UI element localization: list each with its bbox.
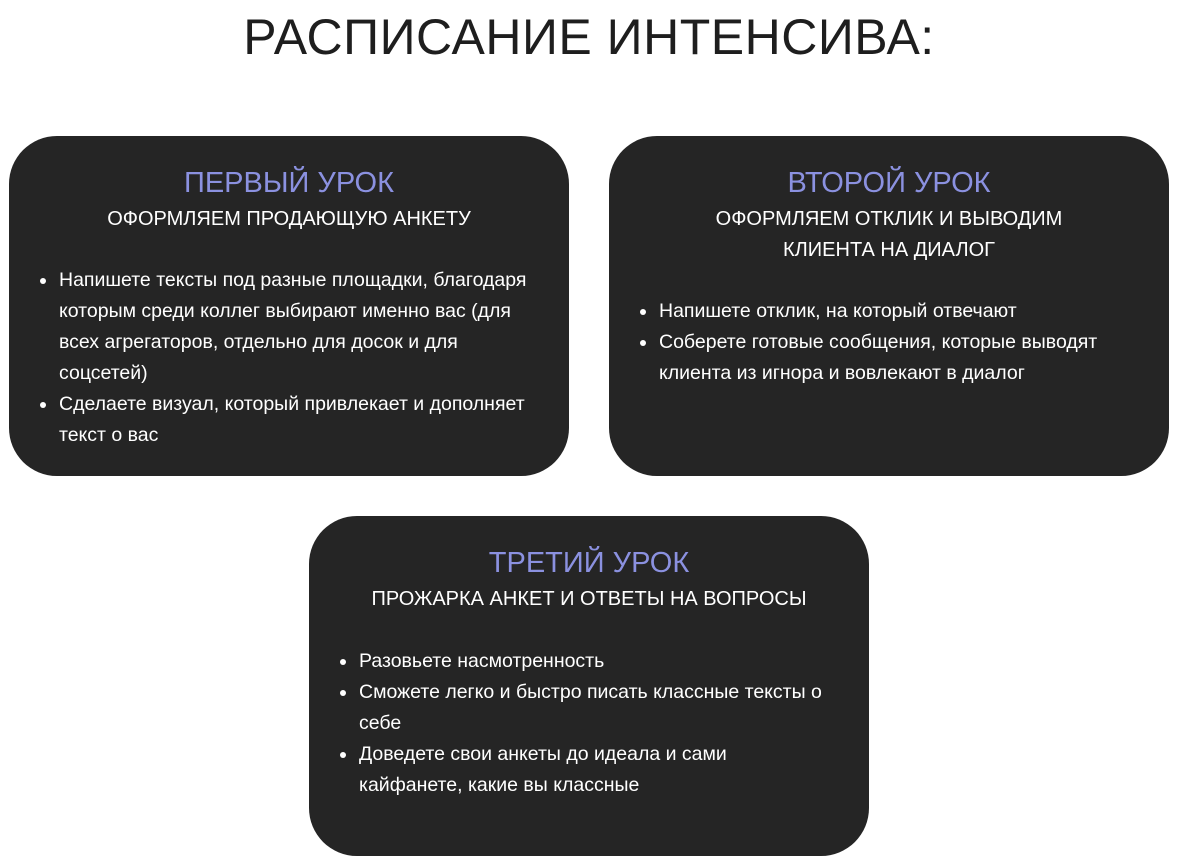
bullet-icon [340, 752, 346, 758]
list-item-text: Сделаете визуал, который привлекает и дополняет текст о вас [59, 393, 525, 446]
bullet-icon [640, 309, 646, 315]
list-item-text: Напишете тексты под разные площадки, благодаря которым среди коллег выбирают именно вас (для всех агрегаторов, отдельно для досок и для соцсетей) [59, 269, 527, 384]
lesson-subtitle: ПРОЖАРКА АНКЕТ И ОТВЕТЫ НА ВОПРОСЫ [371, 588, 807, 610]
lesson-subtitle: ОФОРМЛЯЕМ ОТКЛИК И ВЫВОДИМ КЛИЕНТА НА ДИАЛОГ [715, 208, 1063, 261]
lesson-title: ТРЕТИЙ УРОК [488, 547, 690, 579]
list-item [59, 265, 539, 389]
lesson-card-second [609, 136, 1169, 476]
list-item [359, 677, 833, 739]
list-item [59, 389, 539, 451]
bullet-icon [40, 278, 46, 284]
list-item-text: Доведете свои анкеты до идеала и сами кайфанете, какие вы классные [359, 743, 727, 796]
page-title: РАСПИСАНИЕ ИНТЕНСИВА: [243, 9, 935, 65]
lesson-outcomes-list [609, 296, 1169, 389]
bullet-icon [340, 690, 346, 696]
bullet-icon [40, 402, 46, 408]
lesson-outcomes-list [309, 646, 869, 801]
bullet-icon [640, 340, 646, 346]
lesson-title: ПЕРВЫЙ УРОК [183, 167, 395, 199]
list-item [659, 296, 1139, 327]
list-item [359, 739, 833, 801]
lesson-card-third [309, 516, 869, 856]
list-item [659, 327, 1139, 389]
list-item-text: Разовьете насмотренность [359, 650, 605, 672]
list-item-text: Сможете легко и быстро писать классные тексты о себе [359, 681, 822, 734]
list-item [359, 646, 833, 677]
lesson-title: ВТОРОЙ УРОК [787, 167, 991, 199]
bullet-icon [340, 659, 346, 665]
list-item-text: Напишете отклик, на который отвечают [659, 300, 1017, 322]
lesson-card-first [9, 136, 569, 476]
list-item-text: Соберете готовые сообщения, которые выводят клиента из игнора и вовлекают в диалог [659, 331, 1098, 384]
lesson-subtitle: ОФОРМЛЯЕМ ПРОДАЮЩУЮ АНКЕТУ [107, 208, 471, 230]
lesson-outcomes-list [9, 265, 569, 451]
